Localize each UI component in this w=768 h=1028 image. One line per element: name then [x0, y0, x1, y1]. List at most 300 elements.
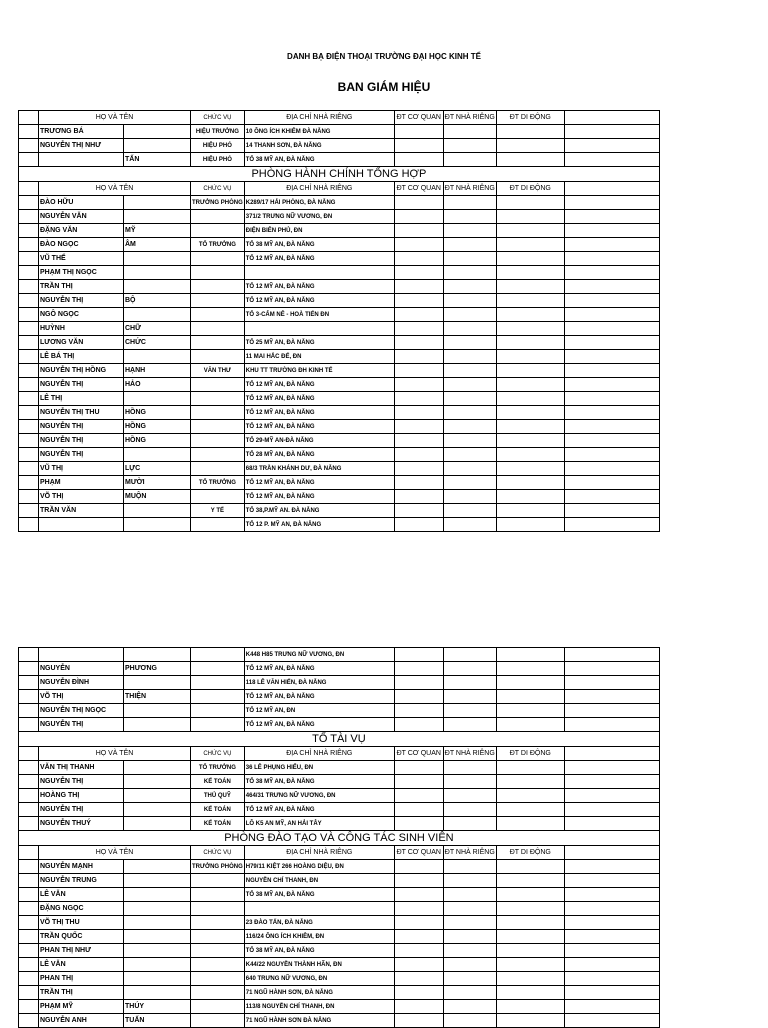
header-role: CHỨC VỤ [191, 747, 245, 761]
office-phone-cell [394, 662, 443, 676]
mobile-cell [496, 139, 564, 153]
given-name-cell [124, 308, 191, 322]
row-marker-cell [19, 648, 39, 662]
given-name-cell: HẠNH [124, 364, 191, 378]
table-row [19, 196, 660, 210]
name-cell: ĐÀO NGỌC [39, 238, 124, 252]
extra-cell [564, 210, 659, 224]
mobile-cell [496, 434, 564, 448]
role-cell [191, 406, 245, 420]
name-cell: NGUYỄN ANH [39, 1014, 124, 1028]
name-cell: HOÀNG THỊ [39, 789, 124, 803]
table-row [19, 986, 660, 1000]
home-phone-cell [443, 392, 496, 406]
extra-cell [564, 1014, 659, 1028]
table-row [19, 336, 660, 350]
address-cell: K44/22 NGUYỄN THÀNH HÃN, ĐN [244, 958, 394, 972]
row-marker-cell [19, 690, 39, 704]
name-cell: NGUYỄN THỊ NGỌC [39, 704, 124, 718]
given-name-cell: CHỨC [124, 336, 191, 350]
role-cell [191, 308, 245, 322]
row-marker-cell [19, 704, 39, 718]
name-cell: NGÔ NGỌC [39, 308, 124, 322]
office-phone-cell [394, 860, 443, 874]
role-cell [191, 944, 245, 958]
role-cell [191, 392, 245, 406]
home-phone-cell [443, 378, 496, 392]
home-phone-cell [443, 648, 496, 662]
role-cell: HIỆU PHÓ [191, 153, 245, 167]
mobile-cell [496, 322, 564, 336]
role-cell [191, 210, 245, 224]
office-phone-cell [394, 210, 443, 224]
mobile-cell [496, 944, 564, 958]
mobile-cell [496, 1000, 564, 1014]
office-phone-cell [394, 704, 443, 718]
extra-cell [564, 704, 659, 718]
home-phone-cell [443, 308, 496, 322]
mobile-cell [496, 986, 564, 1000]
name-cell: NGUYỄN THỊ NHƯ [39, 139, 124, 153]
extra-cell [564, 874, 659, 888]
name-cell: NGUYỄN VĂN [39, 210, 124, 224]
office-phone-cell [394, 238, 443, 252]
home-phone-cell [443, 888, 496, 902]
table-row [19, 378, 660, 392]
row-marker-cell [19, 803, 39, 817]
role-cell [191, 958, 245, 972]
table-row [19, 775, 660, 789]
given-name-cell [124, 817, 191, 831]
home-phone-cell [443, 958, 496, 972]
office-phone-cell [394, 930, 443, 944]
row-marker-cell [19, 662, 39, 676]
row-marker-cell [19, 210, 39, 224]
home-phone-cell [443, 817, 496, 831]
mobile-cell [496, 817, 564, 831]
row-marker-cell [19, 676, 39, 690]
mobile-cell [496, 648, 564, 662]
extra-cell [564, 364, 659, 378]
role-cell [191, 916, 245, 930]
role-cell [191, 322, 245, 336]
table-row [19, 944, 660, 958]
address-cell: TỔ 38 MỸ AN, ĐÀ NẴNG [244, 238, 394, 252]
address-cell: 464/31 TRƯNG NỮ VƯƠNG, ĐN [244, 789, 394, 803]
table-row [19, 648, 660, 662]
mobile-cell [496, 266, 564, 280]
office-phone-cell [394, 308, 443, 322]
extra-cell [564, 518, 659, 532]
mobile-cell [496, 252, 564, 266]
mobile-cell [496, 364, 564, 378]
address-cell: 36 LÊ PHỤNG HIỂU, ĐN [244, 761, 394, 775]
table-row [19, 224, 660, 238]
mobile-cell [496, 196, 564, 210]
table-row [19, 210, 660, 224]
extra-cell [564, 280, 659, 294]
extra-cell [564, 888, 659, 902]
name-cell: VÕ THỊ THU [39, 916, 124, 930]
row-marker-cell [19, 196, 39, 210]
home-phone-cell [443, 930, 496, 944]
address-cell: 71 NGŨ HÀNH SƠN, ĐÀ NẴNG [244, 986, 394, 1000]
given-name-cell [124, 350, 191, 364]
row-marker-cell [19, 518, 39, 532]
home-phone-cell [443, 434, 496, 448]
office-phone-cell [394, 364, 443, 378]
header-office-phone: ĐT CƠ QUAN [394, 747, 443, 761]
address-cell: 116/24 ÔNG ÍCH KHIÊM, ĐN [244, 930, 394, 944]
given-name-cell: HỒNG [124, 420, 191, 434]
row-marker-cell [19, 406, 39, 420]
role-cell: Y TẾ [191, 504, 245, 518]
address-cell: TỔ 29-MỸ AN-ĐÀ NẴNG [244, 434, 394, 448]
header-role: CHỨC VỤ [191, 182, 245, 196]
home-phone-cell [443, 224, 496, 238]
given-name-cell: MỸ [124, 224, 191, 238]
table-row [19, 930, 660, 944]
address-cell: TỔ 12 MỸ AN, ĐÀ NẴNG [244, 294, 394, 308]
role-cell [191, 648, 245, 662]
office-phone-cell [394, 406, 443, 420]
header-name: HỌ VÀ TÊN [39, 182, 191, 196]
mobile-cell [496, 902, 564, 916]
office-phone-cell [394, 378, 443, 392]
role-cell [191, 986, 245, 1000]
header-home-phone: ĐT NHÀ RIÊNG [443, 111, 496, 125]
name-cell: PHẠM [39, 476, 124, 490]
office-phone-cell [394, 690, 443, 704]
role-cell: KẾ TOÁN [191, 775, 245, 789]
header-cell [564, 846, 659, 860]
mobile-cell [496, 775, 564, 789]
name-cell: TRƯƠNG BÁ [39, 125, 124, 139]
given-name-cell [124, 125, 191, 139]
table-row [19, 280, 660, 294]
role-cell: TRƯỞNG PHÒNG [191, 196, 245, 210]
extra-cell [564, 648, 659, 662]
table-row [19, 153, 660, 167]
address-cell: TỔ 38 MỸ AN, ĐÀ NẴNG [244, 153, 394, 167]
office-phone-cell [394, 139, 443, 153]
header-cell [19, 747, 39, 761]
home-phone-cell [443, 238, 496, 252]
row-marker-cell [19, 224, 39, 238]
address-cell: TỔ 3-CẨM NÊ - HOÀ TIẾN ĐN [244, 308, 394, 322]
name-cell: PHAN THỊ NHƯ [39, 944, 124, 958]
mobile-cell [496, 704, 564, 718]
extra-cell [564, 902, 659, 916]
extra-cell [564, 986, 659, 1000]
given-name-cell [124, 518, 191, 532]
table-row [19, 252, 660, 266]
row-marker-cell [19, 125, 39, 139]
row-marker-cell [19, 364, 39, 378]
home-phone-cell [443, 406, 496, 420]
name-cell: NGUYỄN THỊ [39, 434, 124, 448]
extra-cell [564, 406, 659, 420]
office-phone-cell [394, 476, 443, 490]
role-cell: KẾ TOÁN [191, 817, 245, 831]
role-cell [191, 420, 245, 434]
table-row [19, 704, 660, 718]
row-marker-cell [19, 448, 39, 462]
name-cell: LÊ THỊ [39, 392, 124, 406]
extra-cell [564, 238, 659, 252]
name-cell [39, 648, 124, 662]
header-mobile: ĐT DI ĐỘNG [496, 846, 564, 860]
mobile-cell [496, 336, 564, 350]
home-phone-cell [443, 916, 496, 930]
header-cell [19, 182, 39, 196]
office-phone-cell [394, 817, 443, 831]
mobile-cell [496, 490, 564, 504]
role-cell [191, 378, 245, 392]
name-cell: VŨ THỊ [39, 462, 124, 476]
home-phone-cell [443, 986, 496, 1000]
mobile-cell [496, 690, 564, 704]
address-cell: H79/11 KIỆT 266 HOÀNG DIỆU, ĐN [244, 860, 394, 874]
given-name-cell: THIỆN [124, 690, 191, 704]
row-marker-cell [19, 1000, 39, 1014]
address-cell: 23 ĐÀO TẤN, ĐÀ NẴNG [244, 916, 394, 930]
row-marker-cell [19, 322, 39, 336]
role-cell [191, 662, 245, 676]
extra-cell [564, 761, 659, 775]
name-cell: TRẦN THỊ [39, 280, 124, 294]
name-cell: HUỲNH [39, 322, 124, 336]
address-cell: TỔ 12 MỸ AN, ĐÀ NẴNG [244, 252, 394, 266]
given-name-cell: BỘ [124, 294, 191, 308]
extra-cell [564, 476, 659, 490]
extra-cell [564, 690, 659, 704]
address-cell: TỔ 12 MỸ AN, ĐÀ NẴNG [244, 718, 394, 732]
address-cell: 640 TRƯNG NỮ VƯƠNG, ĐN [244, 972, 394, 986]
extra-cell [564, 448, 659, 462]
name-cell: PHAN THỊ [39, 972, 124, 986]
header-cell [564, 182, 659, 196]
address-cell: TỔ 38,P.MỸ AN. ĐÀ NẴNG [244, 504, 394, 518]
row-marker-cell [19, 434, 39, 448]
role-cell [191, 462, 245, 476]
home-phone-cell [443, 944, 496, 958]
row-marker-cell [19, 761, 39, 775]
given-name-cell [124, 139, 191, 153]
home-phone-cell [443, 336, 496, 350]
office-phone-cell [394, 196, 443, 210]
home-phone-cell [443, 789, 496, 803]
mobile-cell [496, 294, 564, 308]
header-address: ĐỊA CHỈ NHÀ RIÊNG [244, 747, 394, 761]
extra-cell [564, 125, 659, 139]
given-name-cell [124, 761, 191, 775]
office-phone-cell [394, 775, 443, 789]
given-name-cell [124, 266, 191, 280]
office-phone-cell [394, 294, 443, 308]
office-phone-cell [394, 490, 443, 504]
given-name-cell [124, 916, 191, 930]
role-cell [191, 350, 245, 364]
role-cell: HIỆU PHÓ [191, 139, 245, 153]
extra-cell [564, 718, 659, 732]
header-office-phone: ĐT CƠ QUAN [394, 111, 443, 125]
name-cell: LÊ VĂN [39, 888, 124, 902]
given-name-cell [124, 803, 191, 817]
table-row [19, 902, 660, 916]
office-phone-cell [394, 224, 443, 238]
office-phone-cell [394, 336, 443, 350]
directory-table-2 [18, 647, 660, 1028]
header-role: CHỨC VỤ [191, 846, 245, 860]
home-phone-cell [443, 775, 496, 789]
row-marker-cell [19, 972, 39, 986]
role-cell [191, 518, 245, 532]
table-row [19, 448, 660, 462]
given-name-cell [124, 944, 191, 958]
row-marker-cell [19, 775, 39, 789]
given-name-cell: PHƯƠNG [124, 662, 191, 676]
mobile-cell [496, 406, 564, 420]
address-cell: 71 NGŨ HÀNH SƠN ĐÀ NẴNG [244, 1014, 394, 1028]
role-cell [191, 224, 245, 238]
given-name-cell [124, 252, 191, 266]
extra-cell [564, 490, 659, 504]
extra-cell [564, 789, 659, 803]
header-cell [19, 846, 39, 860]
home-phone-cell [443, 704, 496, 718]
mobile-cell [496, 392, 564, 406]
home-phone-cell [443, 294, 496, 308]
header-name: HỌ VÀ TÊN [39, 747, 191, 761]
role-cell: TỔ TRƯỞNG [191, 476, 245, 490]
office-phone-cell [394, 504, 443, 518]
document-title: DANH BẠ ĐIỆN THOẠI TRƯỜNG ĐẠI HỌC KINH TẾ [287, 52, 481, 61]
role-cell: TỔ TRƯỞNG [191, 238, 245, 252]
name-cell: PHẠM THỊ NGỌC [39, 266, 124, 280]
row-marker-cell [19, 336, 39, 350]
header-office-phone: ĐT CƠ QUAN [394, 846, 443, 860]
address-cell [244, 902, 394, 916]
address-cell: 14 THANH SƠN, ĐÀ NẴNG [244, 139, 394, 153]
name-cell: NGUYỄN THỊ [39, 378, 124, 392]
header-mobile: ĐT DI ĐỘNG [496, 182, 564, 196]
address-cell: TỔ 12 MỸ AN, ĐÀ NẴNG [244, 490, 394, 504]
mobile-cell [496, 789, 564, 803]
table-row [19, 1014, 660, 1028]
header-address: ĐỊA CHỈ NHÀ RIÊNG [244, 111, 394, 125]
mobile-cell [496, 676, 564, 690]
row-marker-cell [19, 266, 39, 280]
role-cell [191, 1000, 245, 1014]
mobile-cell [496, 476, 564, 490]
address-cell: TỔ 38 MỸ AN, ĐÀ NẴNG [244, 888, 394, 902]
row-marker-cell [19, 958, 39, 972]
name-cell: NGUYỄN THỊ THU [39, 406, 124, 420]
address-cell: TỔ 12 MỸ AN, ĐÀ NẴNG [244, 406, 394, 420]
given-name-cell: THÚY [124, 1000, 191, 1014]
office-phone-cell [394, 153, 443, 167]
mobile-cell [496, 518, 564, 532]
row-marker-cell [19, 153, 39, 167]
row-marker-cell [19, 294, 39, 308]
name-cell: LƯƠNG VĂN [39, 336, 124, 350]
address-cell: TỔ 12 MỸ AN, ĐÀ NẴNG [244, 476, 394, 490]
row-marker-cell [19, 874, 39, 888]
address-cell: 10 ÔNG ÍCH KHIÊM ĐÀ NẴNG [244, 125, 394, 139]
office-phone-cell [394, 392, 443, 406]
role-cell: TRƯỞNG PHÒNG [191, 860, 245, 874]
address-cell: TỔ 25 MỸ AN, ĐÀ NẴNG [244, 336, 394, 350]
table-row [19, 958, 660, 972]
name-cell: VÕ THỊ [39, 490, 124, 504]
extra-cell [564, 504, 659, 518]
given-name-cell: HẢO [124, 378, 191, 392]
given-name-cell [124, 392, 191, 406]
row-marker-cell [19, 944, 39, 958]
section-title: PHÒNG ĐÀO TẠO VÀ CÔNG TÁC SINH VIÊN [19, 831, 660, 846]
office-phone-cell [394, 972, 443, 986]
given-name-cell [124, 860, 191, 874]
address-cell: K448 H85 TRƯNG NỮ VƯƠNG, ĐN [244, 648, 394, 662]
extra-cell [564, 196, 659, 210]
home-phone-cell [443, 153, 496, 167]
name-cell: VÕ THỊ [39, 690, 124, 704]
address-cell: TỔ 12 MỸ AN, ĐÀ NẴNG [244, 392, 394, 406]
given-name-cell [124, 676, 191, 690]
home-phone-cell [443, 1014, 496, 1028]
office-phone-cell [394, 434, 443, 448]
home-phone-cell [443, 690, 496, 704]
address-cell: ĐIỆN BIÊN PHỦ, ĐN [244, 224, 394, 238]
table-row [19, 860, 660, 874]
home-phone-cell [443, 462, 496, 476]
office-phone-cell [394, 280, 443, 294]
extra-cell [564, 1000, 659, 1014]
row-marker-cell [19, 490, 39, 504]
mobile-cell [496, 1014, 564, 1028]
mobile-cell [496, 153, 564, 167]
address-cell: LÔ K5 AN MỸ, AN HẢI TÂY [244, 817, 394, 831]
mobile-cell [496, 803, 564, 817]
given-name-cell: HỒNG [124, 406, 191, 420]
name-cell: NGUYỄN TRUNG [39, 874, 124, 888]
row-marker-cell [19, 476, 39, 490]
role-cell [191, 336, 245, 350]
office-phone-cell [394, 322, 443, 336]
home-phone-cell [443, 676, 496, 690]
row-marker-cell [19, 420, 39, 434]
header-home-phone: ĐT NHÀ RIÊNG [443, 747, 496, 761]
home-phone-cell [443, 803, 496, 817]
name-cell: NGUYỄN MẠNH [39, 860, 124, 874]
home-phone-cell [443, 125, 496, 139]
address-cell [244, 266, 394, 280]
office-phone-cell [394, 874, 443, 888]
given-name-cell: CHỮ [124, 322, 191, 336]
table-row [19, 476, 660, 490]
home-phone-cell [443, 761, 496, 775]
given-name-cell [124, 196, 191, 210]
table-header-row [19, 182, 660, 196]
row-marker-cell [19, 817, 39, 831]
row-marker-cell [19, 860, 39, 874]
table-row [19, 392, 660, 406]
row-marker-cell [19, 378, 39, 392]
section-title: TỔ TÀI VỤ [19, 732, 660, 747]
role-cell [191, 252, 245, 266]
office-phone-cell [394, 1014, 443, 1028]
